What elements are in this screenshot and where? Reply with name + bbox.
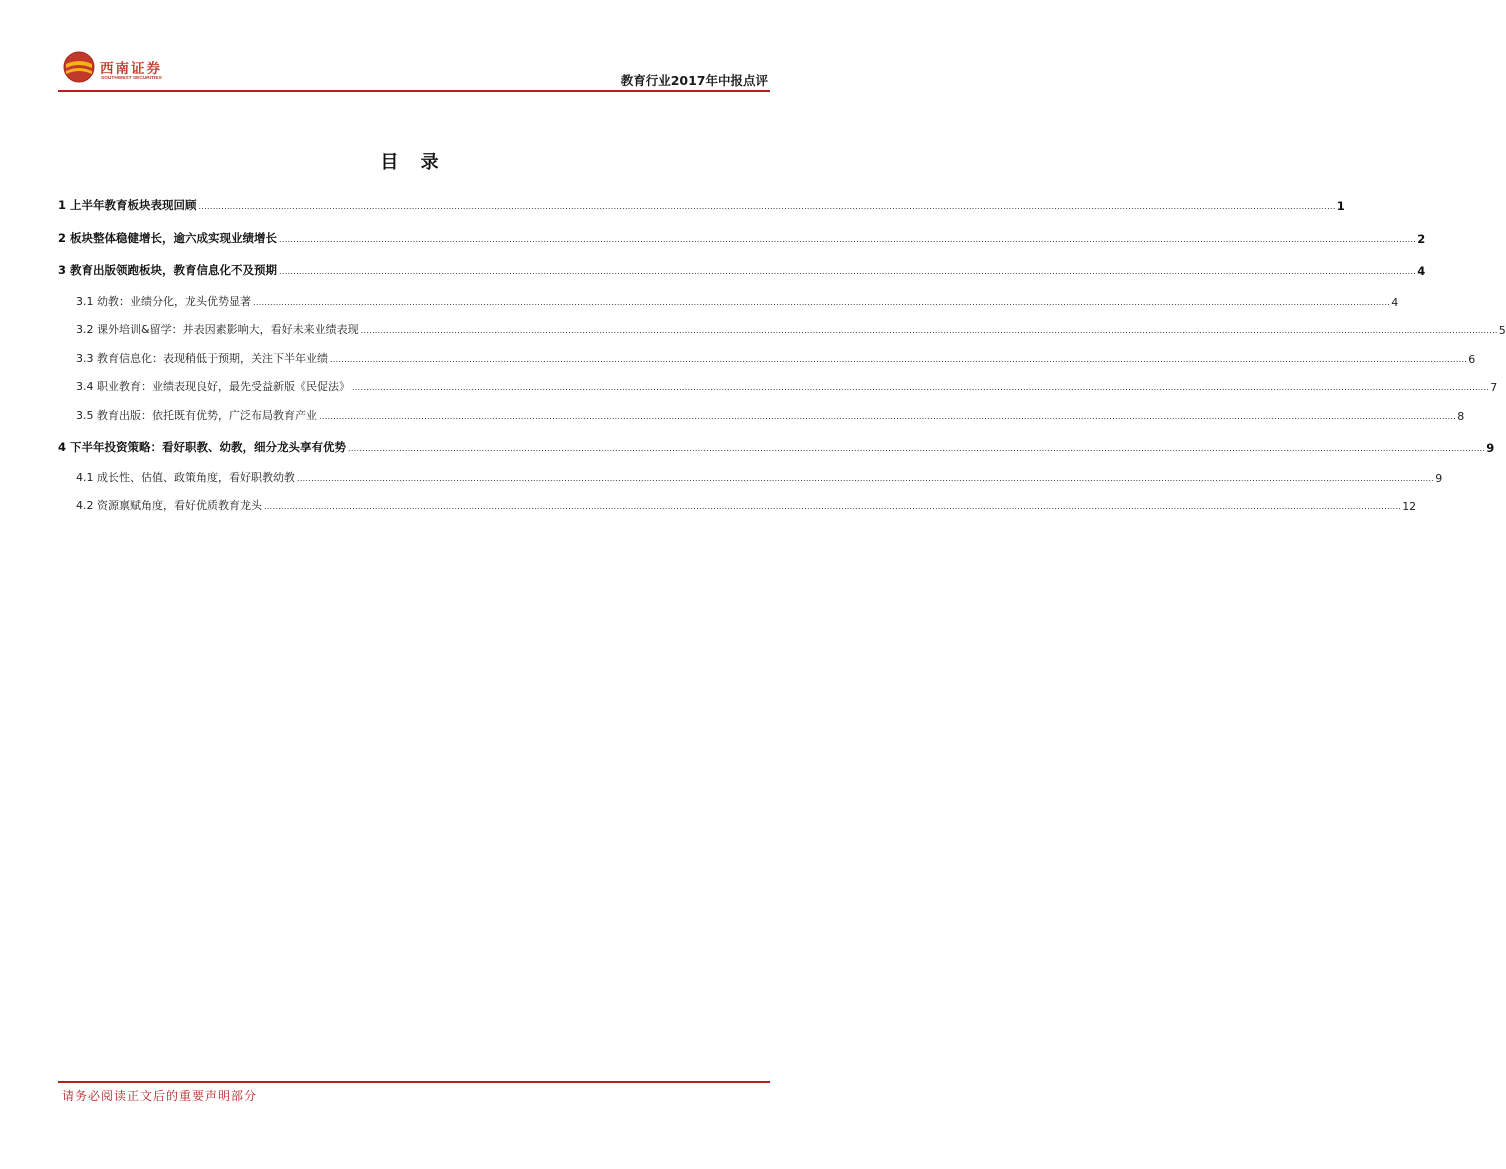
toc-page-number: 8 xyxy=(1457,410,1465,423)
toc-entry[interactable] xyxy=(76,403,1465,423)
header-divider xyxy=(58,90,770,92)
logo-emblem-icon xyxy=(62,50,96,84)
toc-heading: 目 录 xyxy=(380,152,447,173)
toc-leader-dots: ................................................................................................................................................................................................................................................................................................................................................................................................................ xyxy=(264,502,1402,511)
toc-entry-text: 3.4 职业教育：业绩表现良好，最先受益新版《民促法》 xyxy=(76,380,350,393)
toc-page-number: 1 xyxy=(1336,199,1345,213)
toc-page-number: 7 xyxy=(1490,381,1498,394)
company-logo xyxy=(62,50,202,86)
toc-page-number: 4 xyxy=(1391,296,1399,309)
toc-entry[interactable] xyxy=(76,289,1399,309)
toc-entry[interactable] xyxy=(76,374,1498,394)
toc-page-number: 2 xyxy=(1417,232,1426,246)
toc-leader-dots: ................................................................................................................................................................................................................................................................................................................................................................................................................ xyxy=(348,444,1486,453)
toc-page-number: 6 xyxy=(1468,353,1476,366)
toc-page-number: 4 xyxy=(1417,264,1426,278)
toc-leader-dots: ................................................................................................................................................................................................................................................................................................................................................................................................................ xyxy=(279,235,1417,244)
toc-entry[interactable] xyxy=(58,226,1426,246)
toc-entry[interactable] xyxy=(58,193,1345,213)
toc-leader-dots: ................................................................................................................................................................................................................................................................................................................................................................................................................ xyxy=(279,267,1417,276)
toc-entry-text: 4 下半年投资策略：看好职教、幼教，细分龙头享有优势 xyxy=(58,440,347,454)
logo-chinese-name: 西南证券 xyxy=(100,61,162,77)
toc-page-number: 9 xyxy=(1486,441,1495,455)
toc-entry[interactable] xyxy=(76,317,1506,337)
toc-entry-text: 3 教育出版领跑板块，教育信息化不及预期 xyxy=(58,263,278,277)
toc-entry-text: 4.2 资源禀赋角度，看好优质教育龙头 xyxy=(76,499,262,512)
toc-leader-dots: ................................................................................................................................................................................................................................................................................................................................................................................................................ xyxy=(297,474,1435,483)
toc-page-number: 5 xyxy=(1498,324,1506,337)
footer-disclaimer-notice: 请务必阅读正文后的重要声明部分 xyxy=(62,1089,258,1103)
logo-english-name: SOUTHWEST SECURITIES xyxy=(101,76,162,81)
toc-entry[interactable] xyxy=(76,493,1417,513)
toc-leader-dots: ................................................................................................................................................................................................................................................................................................................................................................................................................ xyxy=(360,326,1498,335)
toc-entry[interactable] xyxy=(76,346,1476,366)
toc-entry-text: 3.3 教育信息化：表现稍低于预期，关注下半年业绩 xyxy=(76,352,328,365)
toc-leader-dots: ................................................................................................................................................................................................................................................................................................................................................................................................................ xyxy=(352,383,1490,392)
report-title: 教育行业2017年中报点评 xyxy=(620,73,768,88)
toc-entry-text: 3.5 教育出版：依托既有优势，广泛布局教育产业 xyxy=(76,409,317,422)
toc-entry-text: 2 板块整体稳健增长，逾六成实现业绩增长 xyxy=(58,231,278,245)
toc-entry[interactable] xyxy=(58,258,1426,278)
toc-page-number: 9 xyxy=(1435,472,1443,485)
toc-entry-text: 3.1 幼教：业绩分化，龙头优势显著 xyxy=(76,295,251,308)
toc-leader-dots: ................................................................................................................................................................................................................................................................................................................................................................................................................ xyxy=(253,298,1391,307)
toc-leader-dots: ................................................................................................................................................................................................................................................................................................................................................................................................................ xyxy=(198,202,1336,211)
toc-entry-text: 1 上半年教育板块表现回顾 xyxy=(58,198,197,212)
toc-entry-text: 3.2 课外培训&留学：并表因素影响大，看好未来业绩表现 xyxy=(76,323,359,336)
footer-divider xyxy=(58,1081,770,1083)
toc-entry[interactable] xyxy=(76,465,1443,485)
toc-entry[interactable] xyxy=(58,435,1495,455)
toc-page-number: 12 xyxy=(1402,500,1417,513)
toc-leader-dots: ................................................................................................................................................................................................................................................................................................................................................................................................................ xyxy=(330,355,1468,364)
toc-entry-text: 4.1 成长性、估值、政策角度，看好职教幼教 xyxy=(76,471,295,484)
toc-leader-dots: ................................................................................................................................................................................................................................................................................................................................................................................................................ xyxy=(319,412,1457,421)
page-header xyxy=(58,46,770,92)
